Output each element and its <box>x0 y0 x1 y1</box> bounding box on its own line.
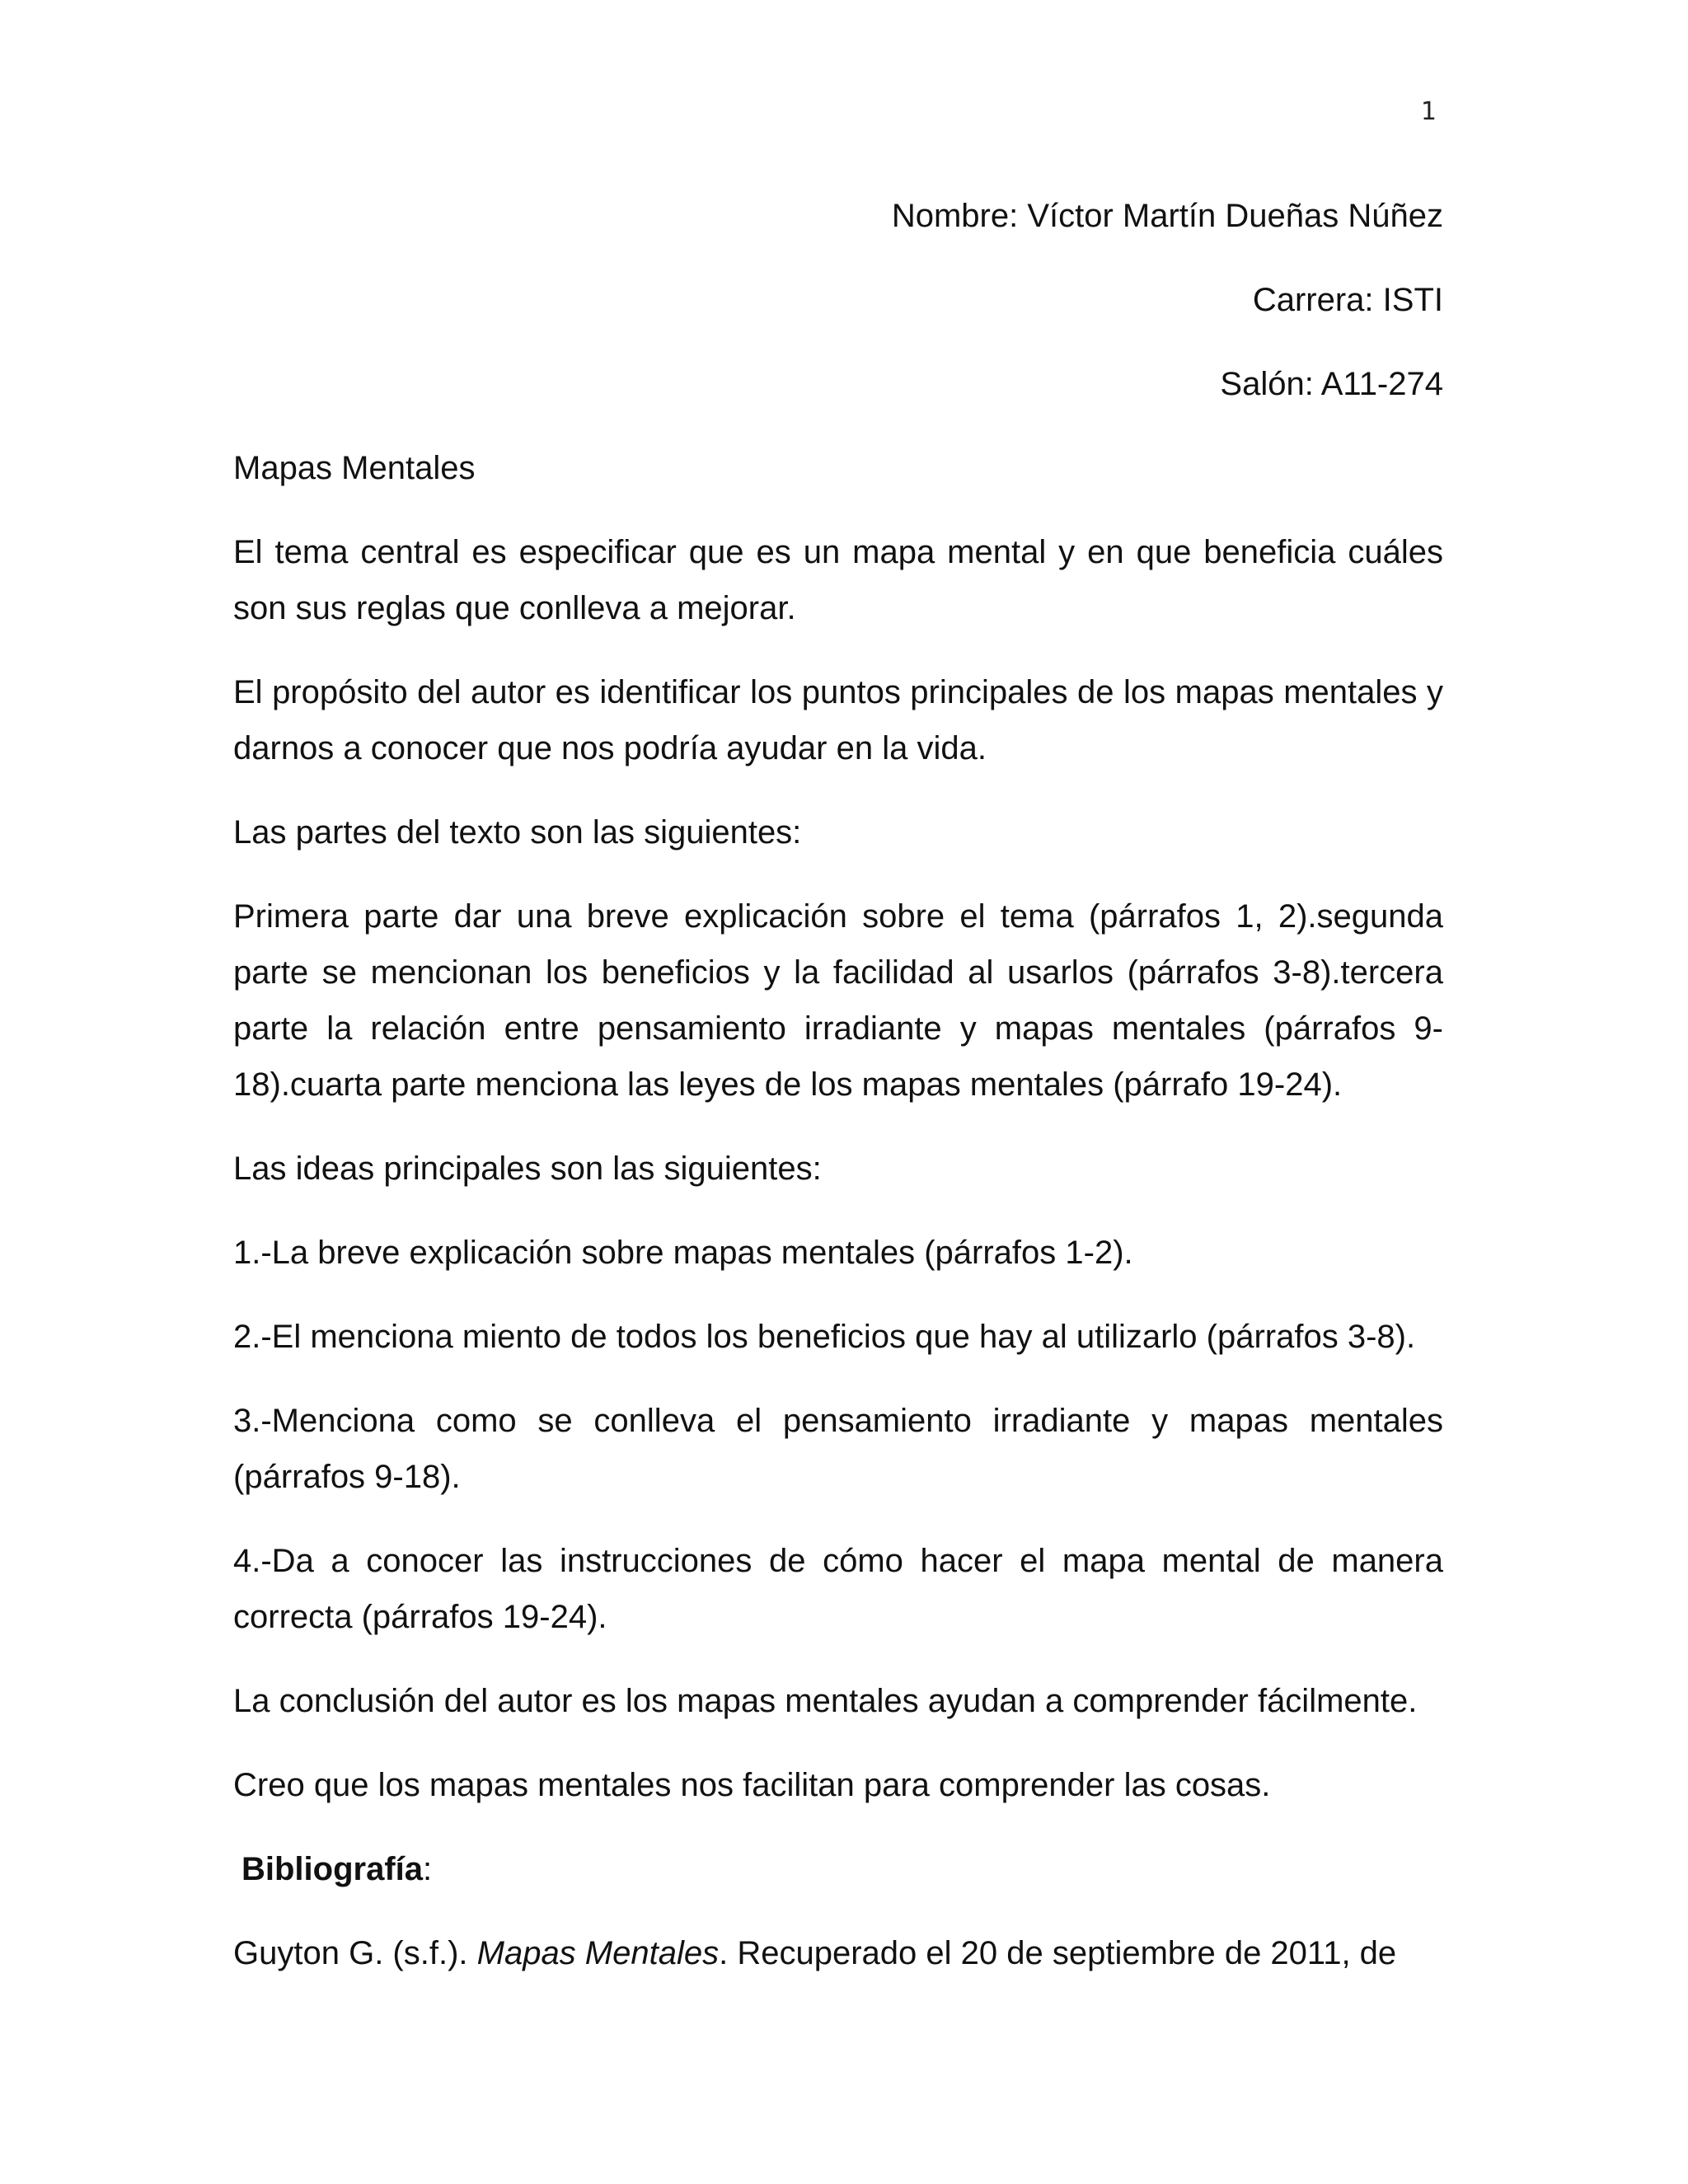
paragraph-opinion: Creo que los mapas mentales nos facilitan para comprender las cosas. <box>233 1767 1271 1803</box>
bibliography-entry-author: Guyton G. (s.f.). <box>233 1935 477 1971</box>
student-classroom: Salón: A11-274 <box>1220 366 1443 402</box>
idea-item-1: 1.-La breve explicación sobre mapas mentales (párrafos 1-2). <box>233 1235 1133 1271</box>
bibliography-entry-rest: . Recuperado el 20 de septiembre de 2011, de <box>719 1935 1397 1971</box>
document-title: Mapas Mentales <box>233 450 476 486</box>
page-number: 1 <box>1420 97 1437 126</box>
student-name: Nombre: Víctor Martín Dueñas Núñez <box>891 198 1443 234</box>
bibliography-heading-colon: : <box>423 1851 433 1887</box>
paragraph-ideas-intro: Las ideas principales son las siguientes: <box>233 1151 822 1187</box>
bibliography-heading <box>241 1841 1443 1897</box>
paragraph-partes: Primera parte dar una breve explicación sobre el tema (párrafos 1, 2).segunda parte se mencionan los beneficios y la facilidad al usarlos (párrafos 3-8).tercera parte la relación entre pensamiento irradiante y mapas mentales (párrafos 9-18).cuarta parte menciona las leyes de los mapas mentales (párrafo 19-24). <box>233 898 1443 1103</box>
paragraph-proposito: El propósito del autor es identificar los puntos principales de los mapas mentales y darnos a conocer que nos podría ayudar en la vida. <box>233 674 1443 766</box>
student-career: Carrera: ISTI <box>1252 282 1443 318</box>
idea-item-4: 4.-Da a conocer las instrucciones de cómo hacer el mapa mental de manera correcta (párrafos 19-24). <box>233 1543 1443 1635</box>
document-body <box>233 188 1443 1981</box>
bibliography-heading-label: Bibliografía <box>241 1851 424 1887</box>
idea-item-3: 3.-Menciona como se conlleva el pensamiento irradiante y mapas mentales (párrafos 9-18). <box>233 1403 1443 1495</box>
bibliography-entry <box>233 1925 1443 1981</box>
bibliography-entry-title: Mapas Mentales <box>476 1935 720 1971</box>
idea-item-2: 2.-El menciona miento de todos los beneficios que hay al utilizarlo (párrafos 3-8). <box>233 1319 1416 1355</box>
paragraph-partes-intro: Las partes del texto son las siguientes: <box>233 814 802 851</box>
paragraph-tema: El tema central es especificar que es un mapa mental y en que beneficia cuáles son sus reglas que conlleva a mejorar. <box>233 534 1443 626</box>
paragraph-conclusion: La conclusión del autor es los mapas mentales ayudan a comprender fácilmente. <box>233 1683 1418 1719</box>
